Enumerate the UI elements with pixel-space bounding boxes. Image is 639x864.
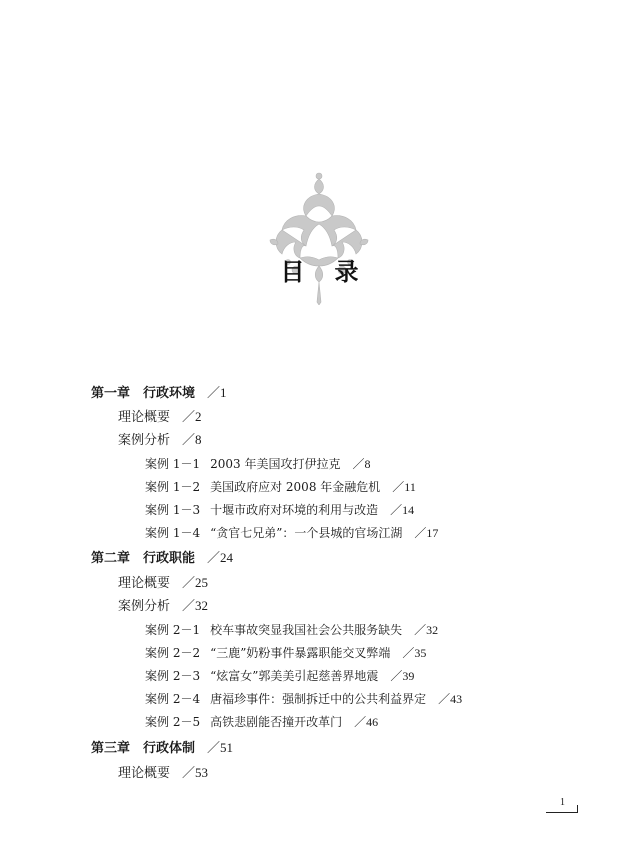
case-id: 案例 2－5	[145, 715, 201, 729]
toc-case[interactable]	[145, 644, 426, 662]
case-id: 案例 2－1	[145, 623, 201, 637]
toc-label: 第三章 行政体制	[91, 741, 196, 756]
toc-label: 美国政府应对 2008 年金融危机	[210, 480, 381, 494]
toc-page: ／46	[354, 715, 379, 729]
toc-case[interactable]	[145, 713, 378, 731]
toc-label: 高铁悲剧能否撞开改革门	[210, 715, 343, 729]
page-title: 目录	[280, 258, 389, 286]
case-id: 案例 1－4	[145, 526, 201, 540]
toc-case[interactable]	[145, 455, 370, 473]
toc-label: 2003 年美国攻打伊拉克	[210, 457, 341, 471]
toc-section[interactable]	[118, 764, 208, 782]
toc-page: ／53	[182, 765, 209, 780]
toc-label: 案例分析	[118, 599, 171, 614]
toc-page: ／8	[182, 432, 202, 447]
toc-label: 十堰市政府对环境的利用与改造	[210, 503, 379, 517]
toc-page: ／43	[438, 692, 463, 706]
case-id: 案例 1－1	[145, 457, 201, 471]
toc-section[interactable]	[118, 597, 208, 615]
toc-page: ／24	[207, 550, 234, 565]
page-footer	[546, 797, 578, 813]
case-id: 案例 1－3	[145, 503, 201, 517]
toc-section[interactable]	[118, 574, 208, 592]
toc-case[interactable]	[145, 621, 438, 639]
toc-chapter-3[interactable]	[91, 739, 233, 757]
case-id: 案例 2－4	[145, 692, 201, 706]
footer-rule-tick	[577, 805, 578, 813]
toc-case[interactable]	[145, 690, 462, 708]
toc-page: ／17	[414, 526, 439, 540]
toc-chapter-1[interactable]	[91, 384, 227, 402]
toc-page: ／2	[182, 409, 202, 424]
toc-page: ／1	[207, 385, 227, 400]
toc-page: ／11	[392, 480, 416, 494]
toc-label: “炫富女”郭美美引起慈善界地震	[210, 669, 379, 683]
toc-label: 理论概要	[118, 766, 171, 781]
toc-label: 校车事故突显我国社会公共服务缺失	[210, 623, 403, 637]
toc-page: ／32	[414, 623, 439, 637]
toc-label: “贪官七兄弟”：一个县城的官场江湖	[210, 526, 403, 540]
toc-label: 第二章 行政职能	[91, 551, 196, 566]
toc-label: 案例分析	[118, 433, 171, 448]
case-id: 案例 1－2	[145, 480, 201, 494]
page-number: 1	[560, 797, 565, 808]
toc-page: ／14	[390, 503, 415, 517]
toc-label: 理论概要	[118, 410, 171, 425]
toc-page: ／35	[402, 646, 427, 660]
case-id: 案例 2－2	[145, 646, 201, 660]
case-id: 案例 2－3	[145, 669, 201, 683]
toc-chapter-2[interactable]	[91, 549, 233, 567]
toc-page: ／8	[352, 457, 371, 471]
toc-case[interactable]	[145, 667, 414, 685]
toc-section[interactable]	[118, 431, 202, 449]
toc-page: ／51	[207, 740, 234, 755]
toc-case[interactable]	[145, 478, 416, 496]
toc-section[interactable]	[118, 408, 202, 426]
toc-page: ／32	[182, 598, 209, 613]
toc-label: “三鹿”奶粉事件暴露职能交叉弊端	[210, 646, 391, 660]
toc-case[interactable]	[145, 501, 414, 519]
toc-label: 唐福珍事件：强制拆迁中的公共利益界定	[210, 692, 427, 706]
toc-page: ／25	[182, 575, 209, 590]
footer-rule	[546, 812, 578, 813]
toc-label: 理论概要	[118, 576, 171, 591]
toc-case[interactable]	[145, 524, 438, 542]
toc-page: ／39	[390, 669, 415, 683]
toc-label: 第一章 行政环境	[91, 386, 196, 401]
